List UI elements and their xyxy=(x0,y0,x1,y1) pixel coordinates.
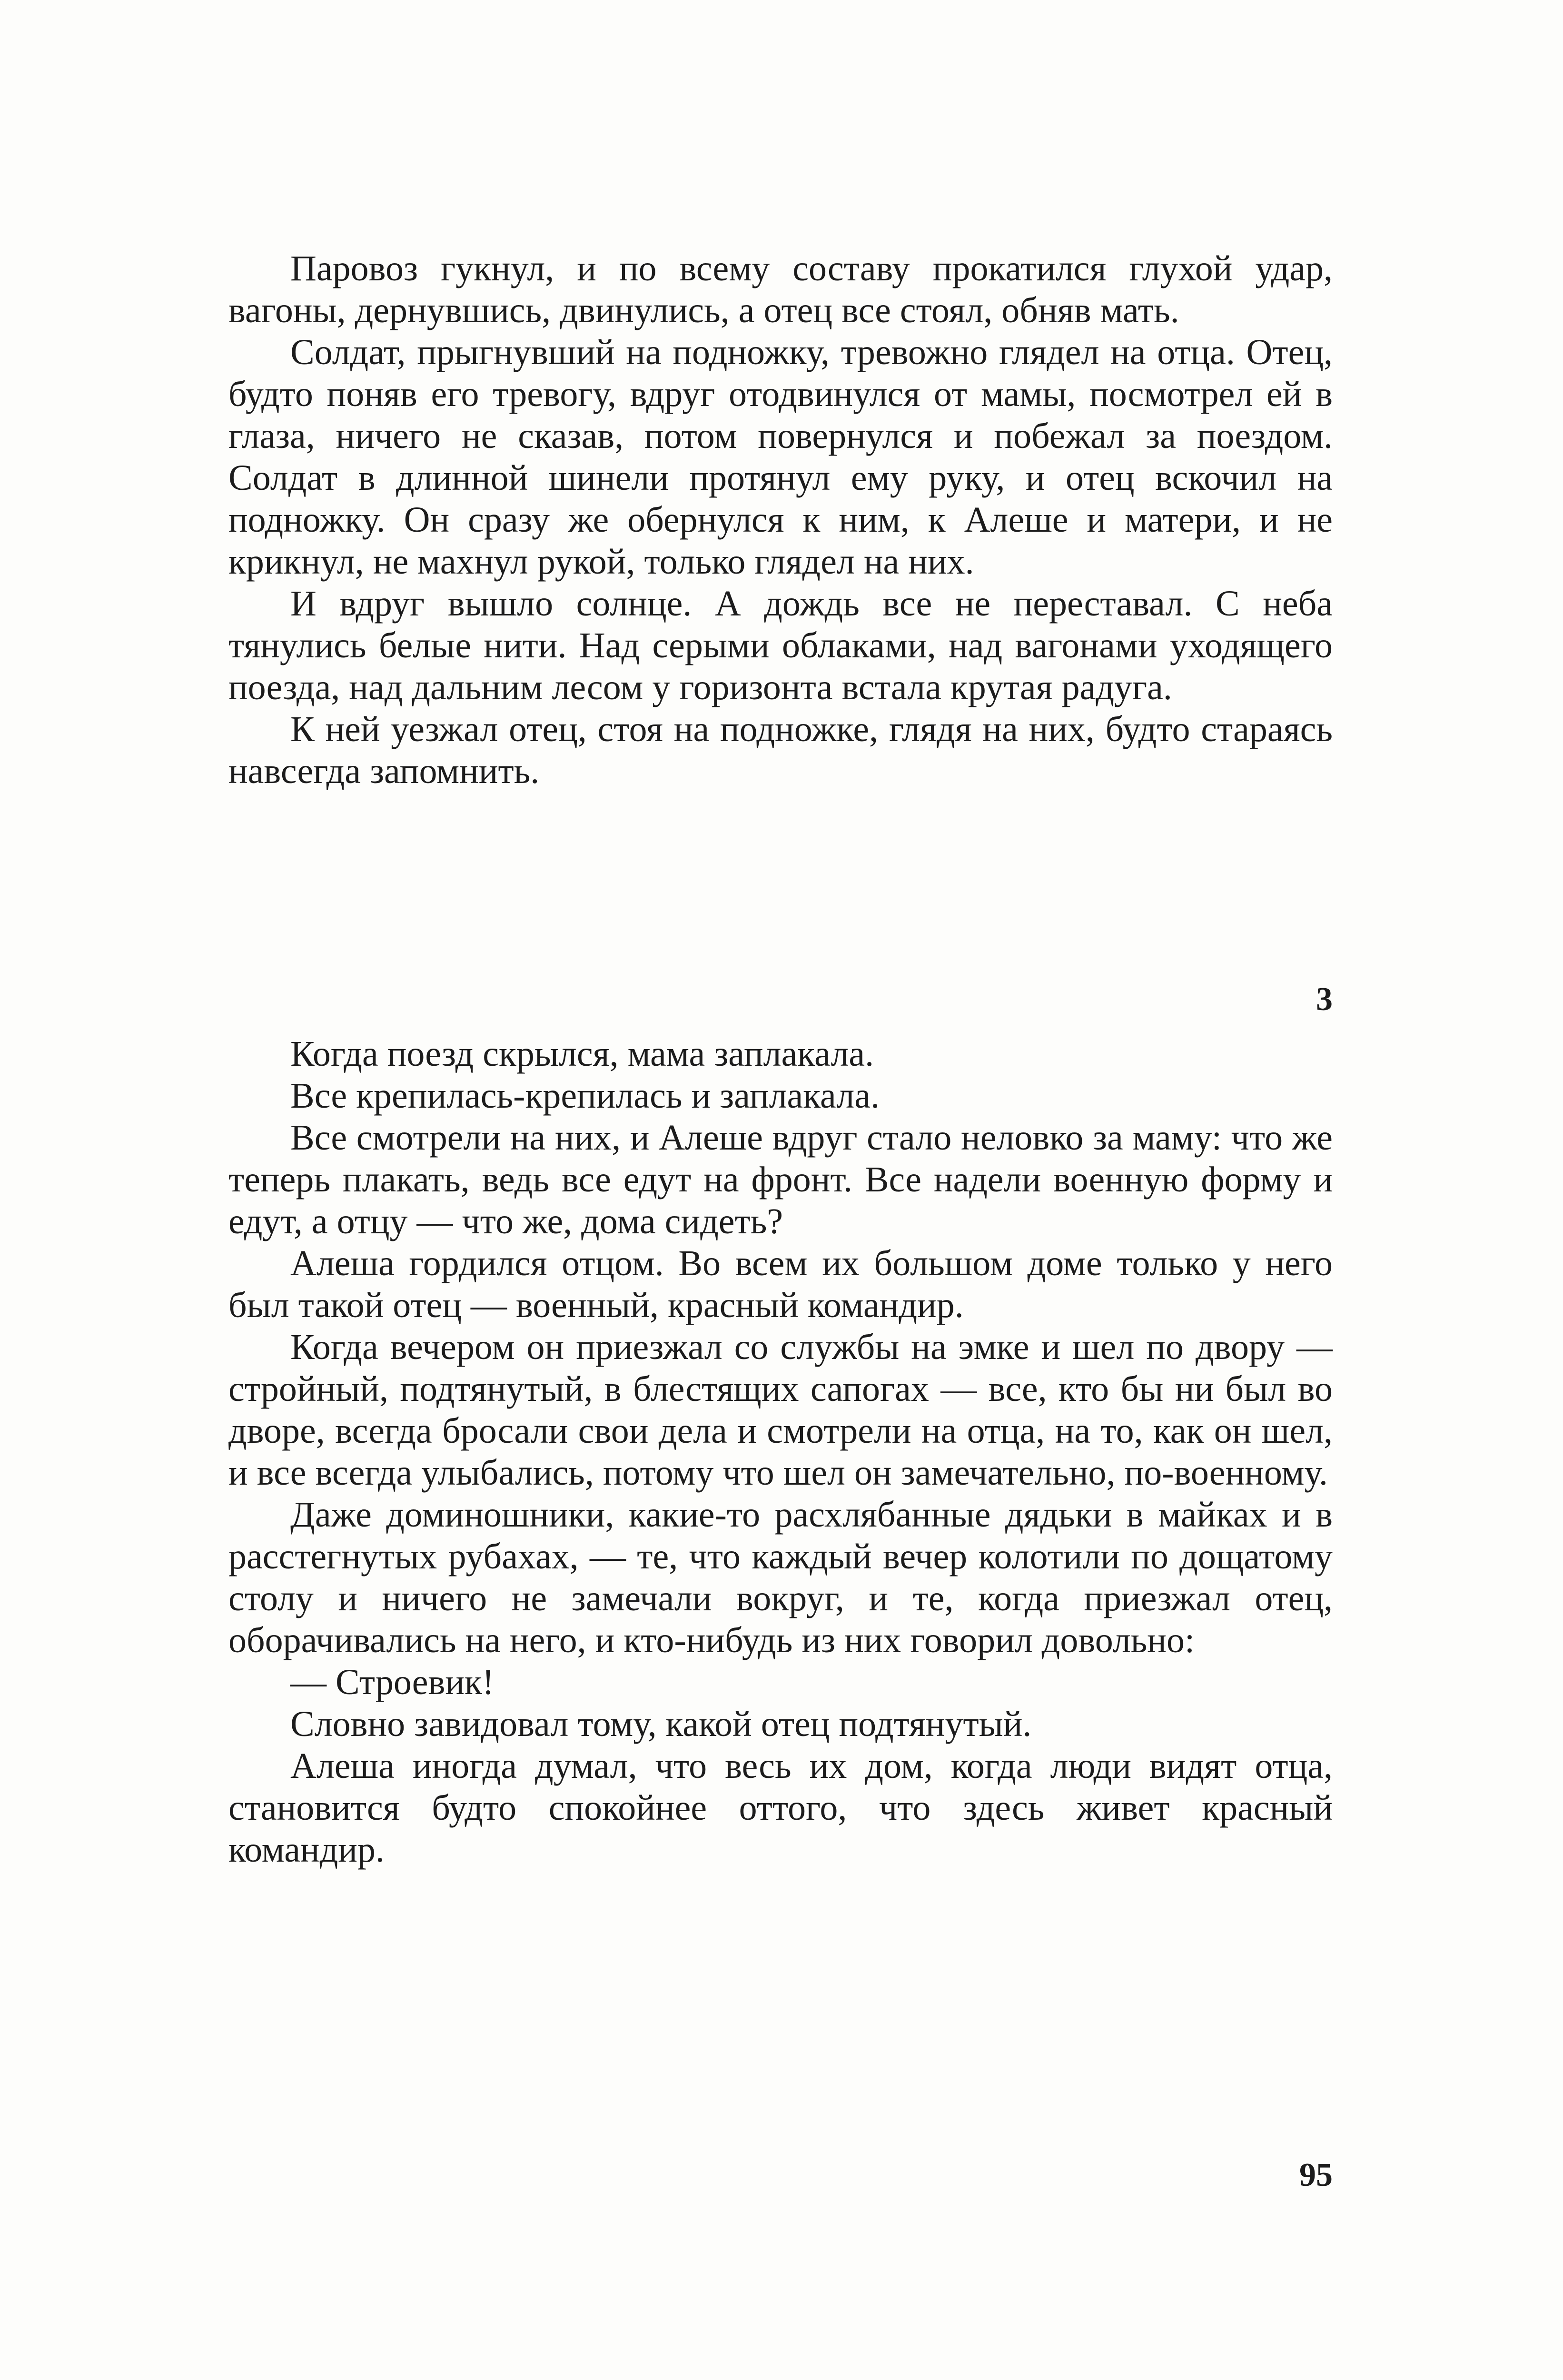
paragraph: Даже доминошники, какие-то расхлябанные дядьки в майках и в расстегнутых рубахах, — те, что каждый вечер колотили по дощатому столу и ничего не замечали вокруг, и те, когда приезжал отец, оборачивались на него, и кто-нибудь из них говорил довольно: xyxy=(228,1495,1333,1660)
chapter-number: 3 xyxy=(1316,981,1333,1018)
page-number: 95 xyxy=(1299,2157,1333,2193)
paragraph: Словно завидовал тому, какой отец подтянутый. xyxy=(290,1704,1032,1744)
paragraph: Когда вечером он приезжал со службы на эмке и шел по двору — стройный, подтянутый, в блестящих сапогах — все, кто бы ни был во дворе, всегда бросали свои дела и смотрели на отца, на то, как он шел, и все всегда улыбались, потому что шел он замечательно, по-военному. xyxy=(228,1327,1333,1493)
paragraph: Все крепилась-крепилась и заплакала. xyxy=(290,1076,880,1116)
text-section-before-chapter xyxy=(228,248,1333,792)
paragraph: Когда поезд скрылся, мама заплакала. xyxy=(290,1034,874,1074)
paragraph: Алеша гордился отцом. Во всем их большом доме только у него был такой отец — военный, красный командир. xyxy=(228,1243,1333,1325)
paragraph: И вдруг вышло солнце. А дождь все не переставал. С неба тянулись белые нити. Над серыми облаками, над вагонами уходящего поезда, над дальним лесом у горизонта встала крутая радуга. xyxy=(228,584,1333,707)
paragraph: Алеша иногда думал, что весь их дом, когда люди видят отца, становится будто спокойнее оттого, что здесь живет красный командир. xyxy=(228,1746,1333,1870)
text-section-chapter-3 xyxy=(228,1033,1333,1871)
paragraph: Все смотрели на них, и Алеше вдруг стало неловко за маму: что же теперь плакать, ведь все едут на фронт. Все надели военную форму и едут, а отцу — что же, дома сидеть? xyxy=(228,1118,1333,1241)
paragraph: К ней уезжал отец, стоя на подножке, глядя на них, будто стараясь навсегда запомнить. xyxy=(228,709,1333,791)
paragraph: Паровоз гукнул, и по всему составу прокатился глухой удар, вагоны, дернувшись, двинулись, а отец все стоял, обняв мать. xyxy=(228,248,1333,330)
paragraph: Солдат, прыгнувший на подножку, тревожно глядел на отца. Отец, будто поняв его тревогу, вдруг отодвинулся от мамы, посмотрел ей в глаза, ничего не сказав, потом повернулся и побежал за поездом. Солдат в длинной шинели протянул ему руку, и отец вскочил на подножку. Он сразу же обернулся к ним, к Алеше и матери, и не крикнул, не махнул рукой, только глядел на них. xyxy=(228,332,1333,582)
dialogue-line: — Строевик! xyxy=(290,1662,495,1702)
